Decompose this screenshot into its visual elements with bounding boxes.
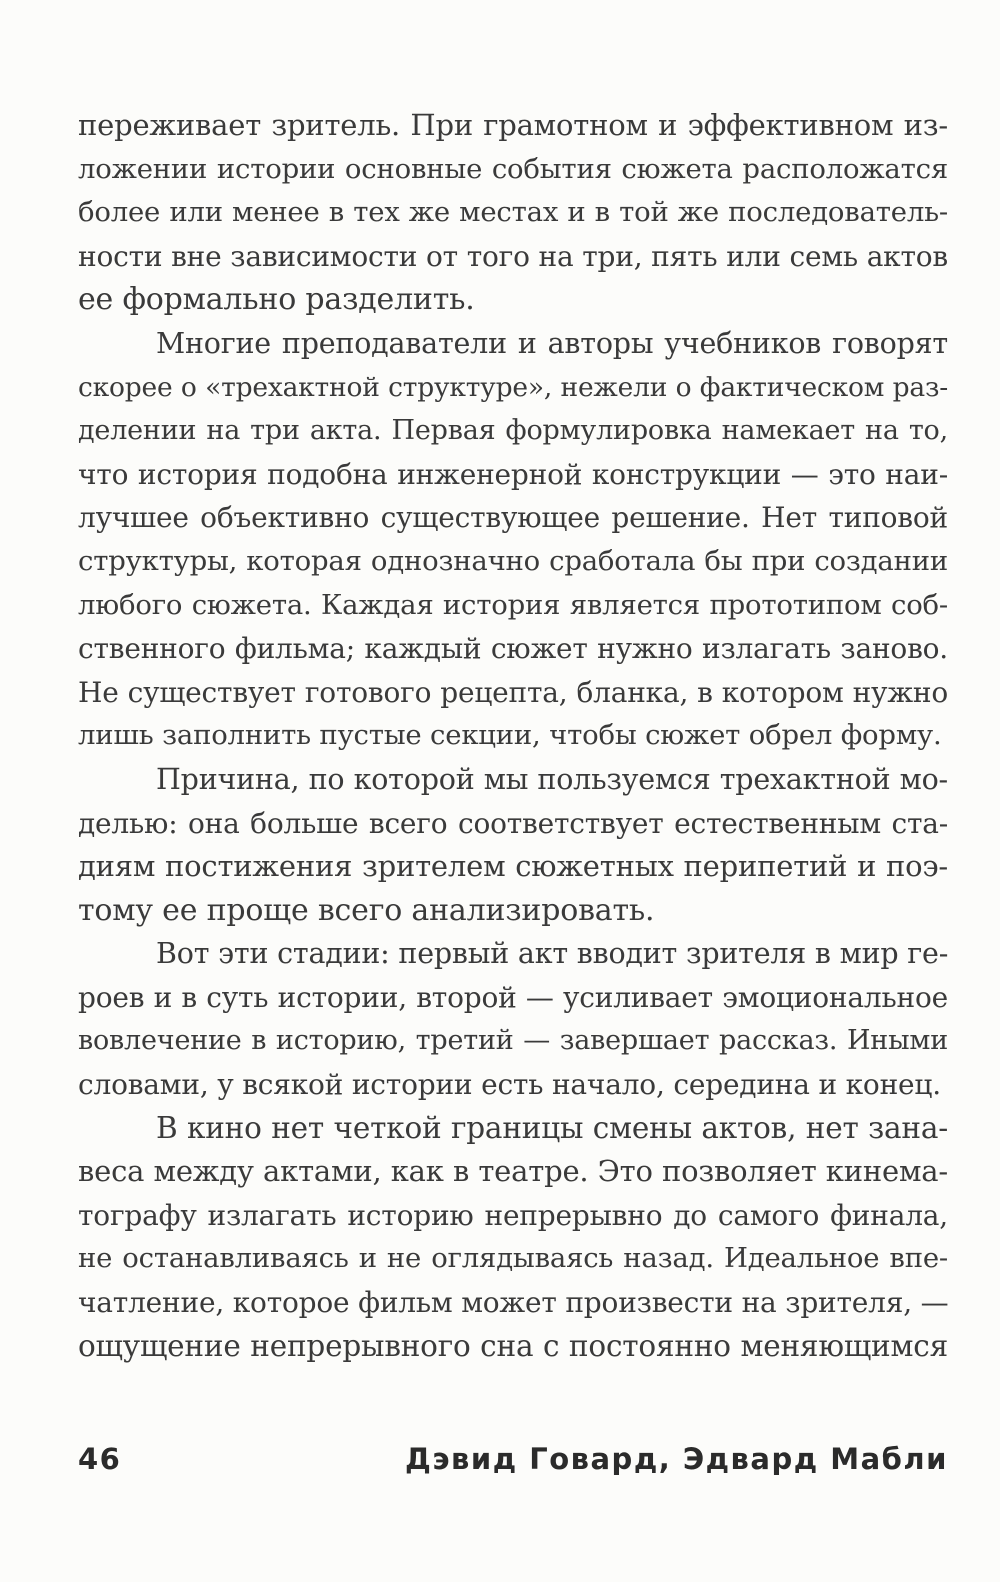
text-line: Вот эти стадии: первый акт вводит зрителя в мир ге- xyxy=(156,937,949,971)
text-line: лишь заполнить пустые секции, чтобы сюжет обрел форму. xyxy=(78,719,942,752)
text-line: любого сюжета. Каждая история является прототипом соб- xyxy=(78,588,948,621)
text-line: делью: она больше всего соответствует естественным ста- xyxy=(78,806,948,840)
text-line: ности вне зависимости от того на три, пять или семь актов xyxy=(78,239,948,273)
text-line: Причина, по которой мы пользуемся трехактной мо- xyxy=(156,762,948,796)
text-line: более или менее в тех же местах и в той же последователь- xyxy=(78,196,948,229)
text-line: ощущение непрерывного сна с постоянно меняющимся xyxy=(78,1328,948,1363)
text-line: ее формально разделить. xyxy=(78,282,475,318)
running-title: Дэвид Говард, Эдвард Мабли xyxy=(405,1442,948,1476)
text-line: скорее о «трехактной структуре», нежели о фактическом раз- xyxy=(78,371,948,403)
text-line: Не существует готового рецепта, бланка, в котором нужно xyxy=(78,675,948,709)
text-line: не останавливаясь и не оглядываясь назад. Идеальное впе- xyxy=(78,1242,948,1275)
text-line: ложении истории основные события сюжета расположатся xyxy=(78,152,948,185)
page-footer xyxy=(78,1442,948,1482)
text-line: лучшее объективно существующее решение. Нет типовой xyxy=(78,501,948,535)
text-line: структуры, которая однозначно сработала бы при создании xyxy=(78,544,948,577)
text-line: Многие преподаватели и авторы учебников говорят xyxy=(156,326,948,360)
text-line: словами, у всякой истории есть начало, середина и конец. xyxy=(78,1068,941,1102)
text-line: тографу излагать историю непрерывно до самого финала, xyxy=(78,1198,948,1232)
text-line: диям постижения зрителем сюжетных перипетий и поэ- xyxy=(78,849,948,884)
text-line: ственного фильма; каждый сюжет нужно излагать заново. xyxy=(78,632,948,666)
text-line: что история подобна инженерной конструкции — это наи- xyxy=(78,457,948,491)
text-line: веса между актами, как в театре. Это позволяет кинема- xyxy=(78,1154,948,1189)
text-line: чатление, которое фильм может произвести на зрителя, — xyxy=(78,1286,949,1320)
text-line: тому ее проще всего анализировать. xyxy=(78,892,655,928)
text-line: В кино нет четкой границы смены актов, нет зана- xyxy=(156,1110,948,1145)
page-number: 46 xyxy=(78,1442,122,1476)
body-text xyxy=(78,104,948,1368)
text-line: роев и в суть истории, второй — усиливает эмоциональное xyxy=(78,980,948,1014)
text-line: переживает зритель. При грамотном и эффективном из- xyxy=(78,108,948,142)
text-line: вовлечение в историю, третий — завершает рассказ. Иными xyxy=(78,1025,948,1057)
text-line: делении на три акта. Первая формулировка намекает на то, xyxy=(78,415,948,447)
